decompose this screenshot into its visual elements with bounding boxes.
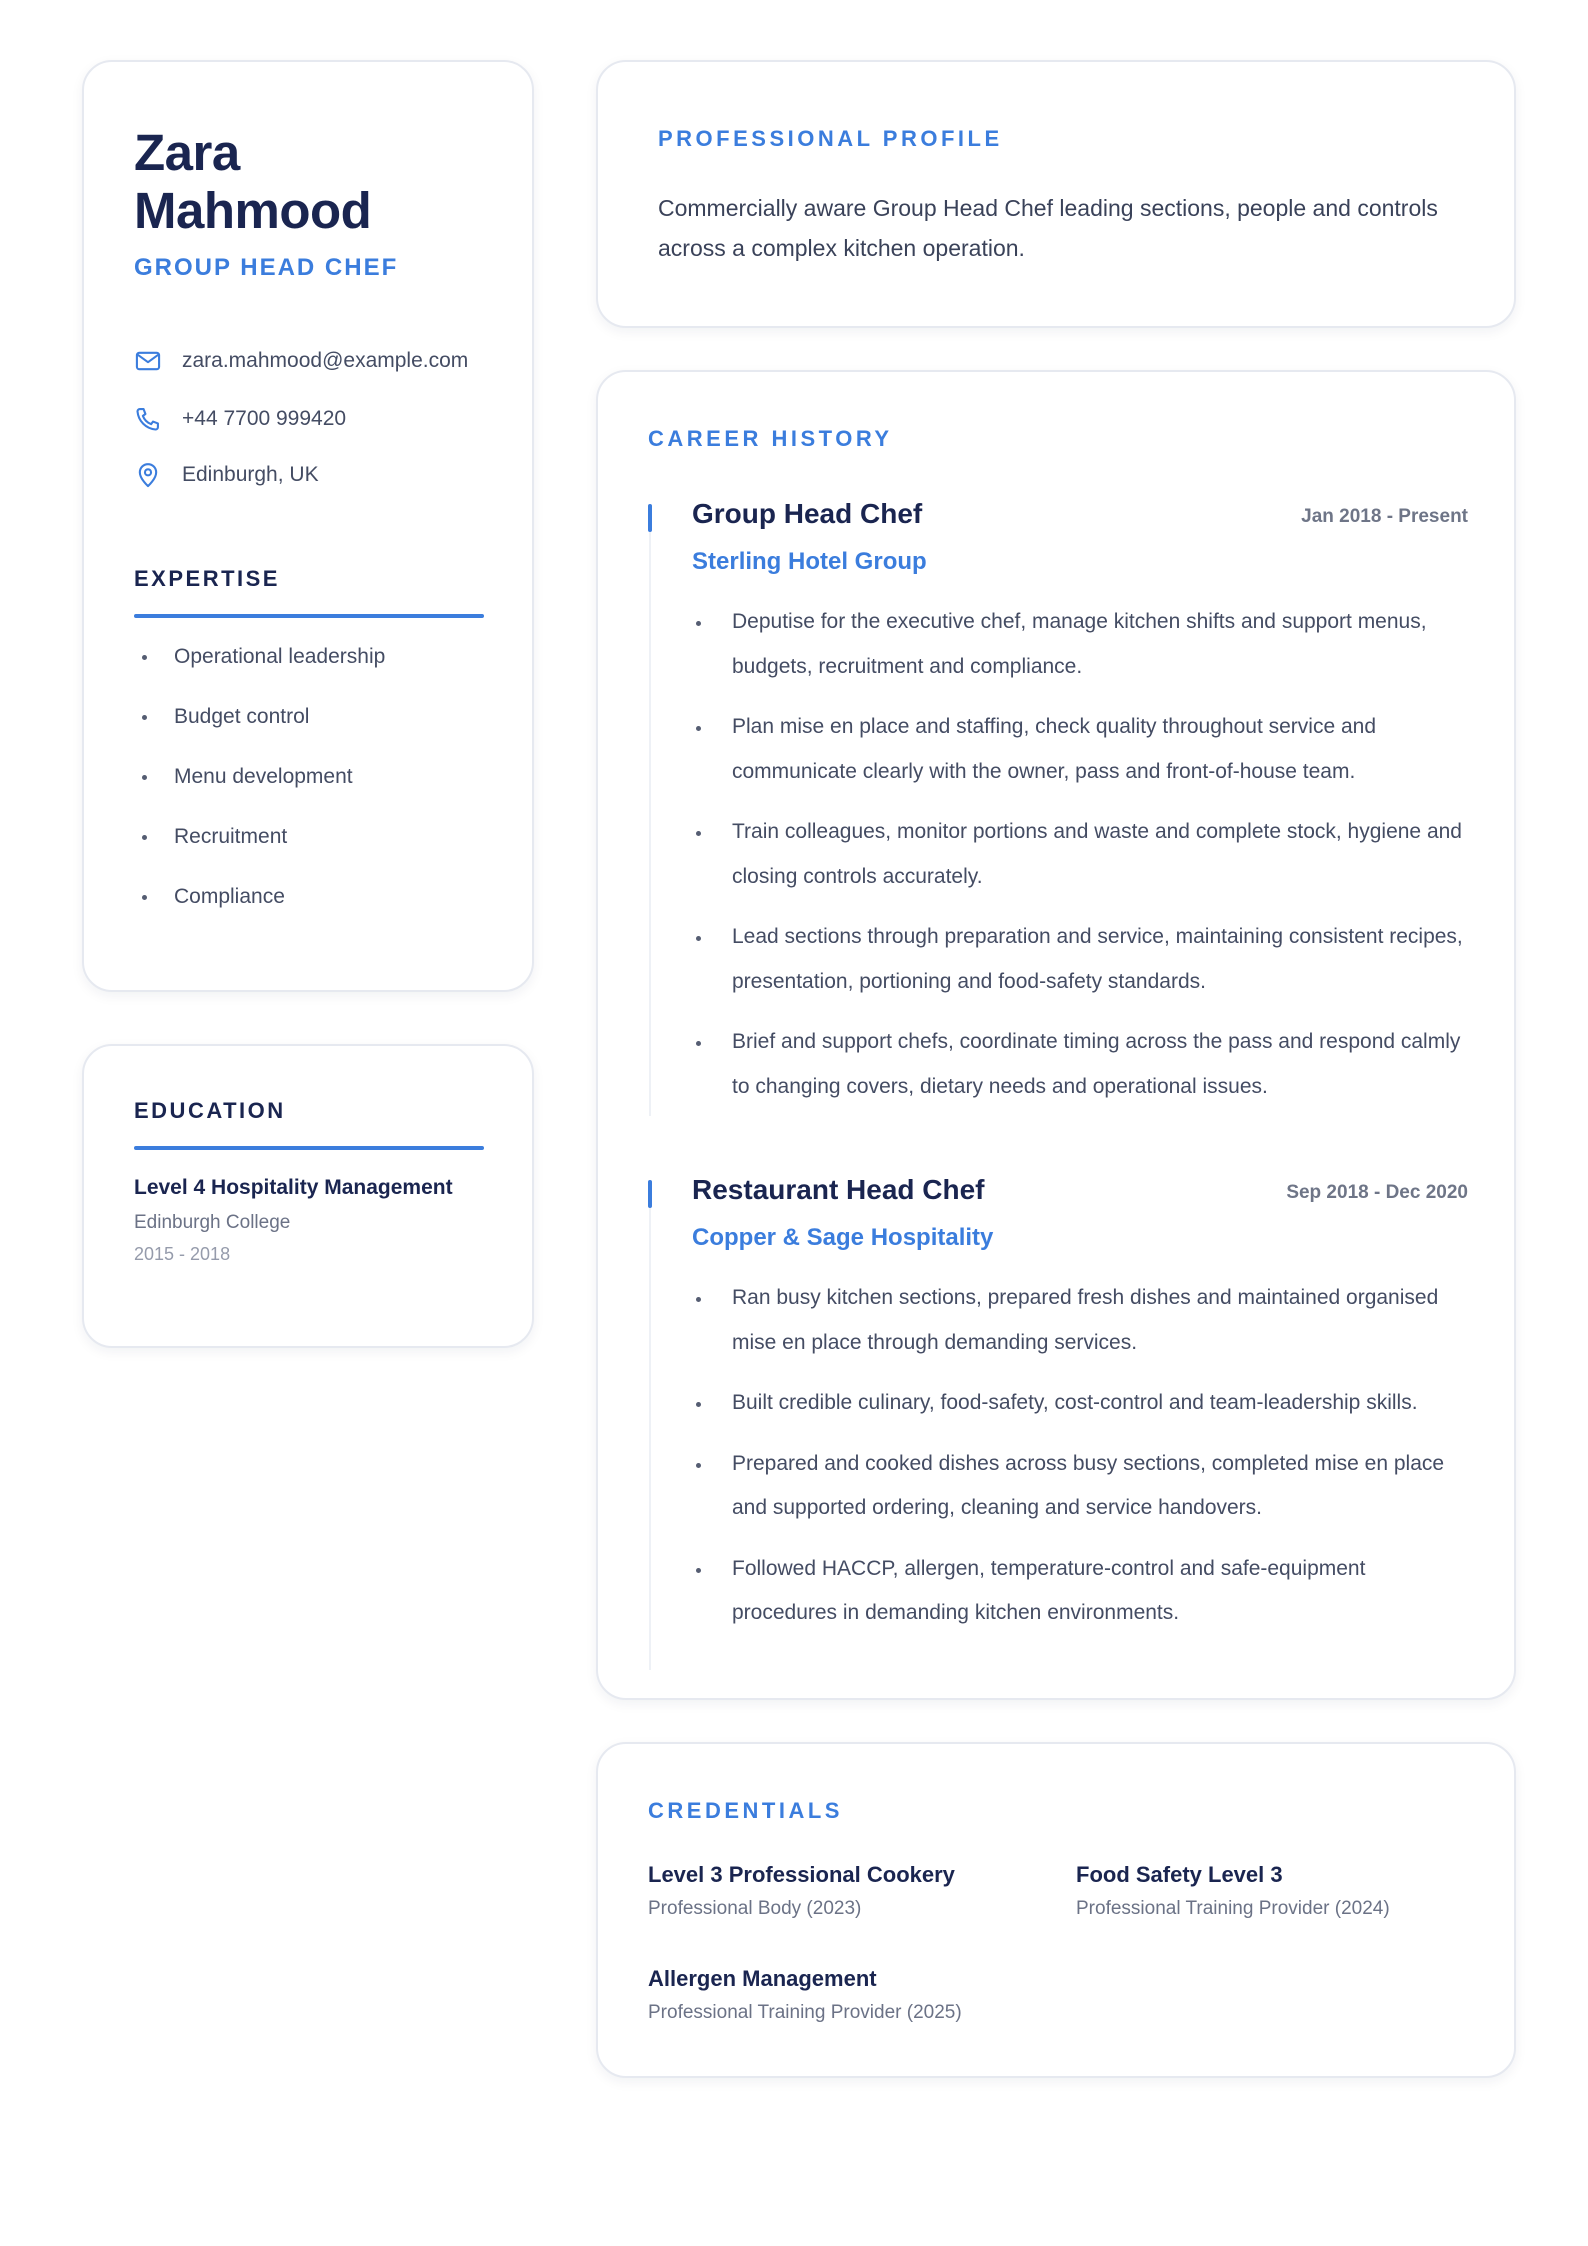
job-dates: Jan 2018 - Present (1301, 506, 1468, 527)
expertise-divider (134, 614, 484, 618)
job-bullets (692, 1276, 1472, 1652)
contact-location (134, 458, 319, 492)
list-item: Built credible culinary, food-safety, cost-control and team-leadership skills. (692, 1381, 1472, 1426)
expertise-heading: EXPERTISE (134, 566, 280, 591)
job-title: Group Head Chef (692, 498, 923, 529)
email-text: zara.mahmood@example.com (182, 349, 469, 372)
job-entry (648, 498, 1468, 1116)
education-years: 2015 - 2018 (134, 1244, 231, 1264)
credential-item (648, 1966, 962, 2024)
job-company: Copper & Sage Hospitality (692, 1224, 994, 1251)
credential-item (648, 1862, 955, 1920)
education-heading: EDUCATION (134, 1098, 286, 1123)
credential-issuer: Professional Training Provider (2025) (648, 2002, 962, 2023)
credential-item (1076, 1862, 1390, 1920)
list-item: Lead sections through preparation and service, maintaining consistent recipes, presentation, portioning and food-safety standards. (692, 915, 1472, 1004)
list-item: Recruitment (134, 822, 385, 882)
job-bullets (692, 600, 1472, 1125)
credential-issuer: Professional Training Provider (2024) (1076, 1898, 1390, 1919)
location-text: Edinburgh, UK (182, 463, 319, 486)
profile-card (596, 60, 1516, 328)
career-card (596, 370, 1516, 1700)
job-accent-bar (648, 504, 652, 532)
phone-icon (134, 405, 162, 433)
list-item: Deputise for the executive chef, manage kitchen shifts and support menus, budgets, recruitment and compliance. (692, 600, 1472, 689)
profile-summary: Commercially aware Group Head Chef leading sections, people and controls across a complex kitchen operation. (658, 195, 1438, 261)
job-company: Sterling Hotel Group (692, 548, 927, 575)
first-name: Zara (134, 124, 240, 181)
contact-email[interactable] (134, 344, 468, 378)
credential-title: Food Safety Level 3 (1076, 1862, 1283, 1887)
identity-card (82, 60, 534, 992)
job-timeline-line (649, 1208, 651, 1670)
list-item: Plan mise en place and staffing, check quality throughout service and communicate clearly with the owner, pass and front-of-house team. (692, 705, 1472, 794)
job-dates: Sep 2018 - Dec 2020 (1286, 1182, 1468, 1203)
list-item: Ran busy kitchen sections, prepared fresh dishes and maintained organised mise en place through demanding services. (692, 1276, 1472, 1365)
last-name: Mahmood (134, 182, 372, 239)
job-accent-bar (648, 1180, 652, 1208)
education-school: Edinburgh College (134, 1212, 291, 1233)
list-item: Operational leadership (134, 642, 385, 702)
list-item: Brief and support chefs, coordinate timing across the pass and respond calmly to changing covers, dietary needs and operational issues. (692, 1020, 1472, 1109)
education-degree: Level 4 Hospitality Management (134, 1176, 453, 1199)
credential-title: Level 3 Professional Cookery (648, 1862, 955, 1887)
career-heading: CAREER HISTORY (648, 426, 893, 451)
job-entry (648, 1174, 1468, 1670)
phone-text: +44 7700 999420 (182, 407, 347, 430)
job-timeline-line (649, 532, 651, 1116)
job-title: Restaurant Head Chef (692, 1174, 985, 1205)
list-item: Prepared and cooked dishes across busy sections, completed mise en place and supported ordering, cleaning and service handovers. (692, 1442, 1472, 1531)
expertise-list (134, 642, 385, 942)
education-card (82, 1044, 534, 1348)
contact-phone[interactable] (134, 402, 346, 436)
list-item: Budget control (134, 702, 385, 762)
education-divider (134, 1146, 484, 1150)
list-item: Compliance (134, 882, 385, 942)
candidate-name (134, 124, 371, 240)
list-item: Menu development (134, 762, 385, 822)
credential-title: Allergen Management (648, 1966, 877, 1991)
list-item: Train colleagues, monitor portions and waste and complete stock, hygiene and closing controls accurately. (692, 810, 1472, 899)
profile-heading: PROFESSIONAL PROFILE (658, 126, 1003, 151)
credentials-heading: CREDENTIALS (648, 1798, 843, 1823)
location-pin-icon (134, 461, 162, 489)
credential-issuer: Professional Body (2023) (648, 1898, 862, 1919)
list-item: Followed HACCP, allergen, temperature-control and safe-equipment procedures in demanding kitchen environments. (692, 1547, 1472, 1636)
mail-icon (134, 347, 162, 375)
credentials-card (596, 1742, 1516, 2078)
job-role: GROUP HEAD CHEF (134, 254, 399, 281)
